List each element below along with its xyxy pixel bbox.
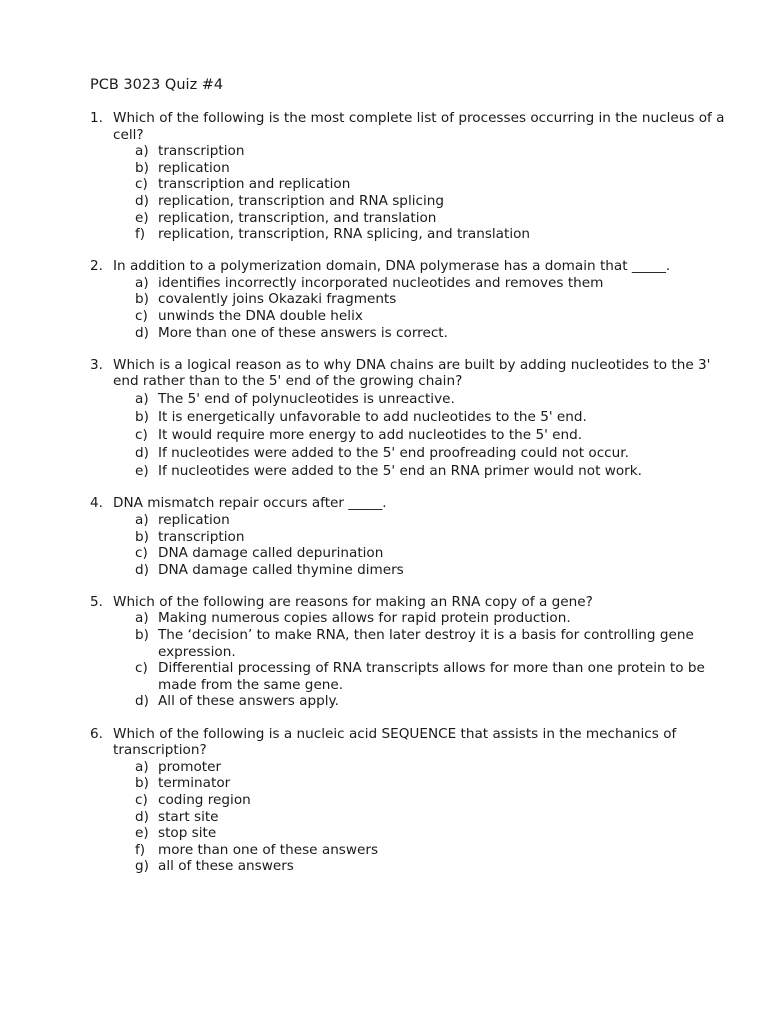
- option-text: promoter: [158, 758, 222, 775]
- option-letter: e): [135, 825, 149, 842]
- option-letter: a): [135, 758, 149, 775]
- answer-options: [90, 512, 730, 578]
- answer-option: [90, 545, 730, 562]
- question-text: Which of the following are reasons for making an RNA copy of a gene?: [113, 593, 593, 610]
- option-text: DNA damage called thymine dimers: [158, 561, 404, 578]
- answer-option: [90, 176, 730, 193]
- option-text: stop site: [158, 825, 217, 842]
- option-text: replication, transcription, RNA splicing, and translation: [158, 226, 531, 243]
- option-text: terminator: [158, 775, 231, 792]
- option-text: Making numerous copies allows for rapid protein production.: [158, 610, 571, 627]
- answer-options: [90, 390, 730, 480]
- answer-option: [90, 660, 730, 693]
- option-letter: b): [135, 159, 149, 176]
- option-letter: c): [135, 545, 148, 562]
- answer-option: [90, 426, 730, 444]
- option-letter: c): [135, 660, 148, 677]
- option-text: identifies incorrectly incorporated nucleotides and removes them: [158, 274, 604, 291]
- answer-option: [90, 291, 730, 308]
- question-text: Which of the following is the most complete list of processes occurring in the nucleus of a cell?: [113, 110, 725, 143]
- option-text: transcription: [158, 143, 245, 160]
- option-text: The 5' end of polynucleotides is unreactive.: [158, 390, 455, 407]
- option-letter: a): [135, 512, 149, 528]
- answer-option: [90, 792, 730, 809]
- answer-option: [90, 210, 730, 227]
- answer-option: [90, 143, 730, 160]
- option-letter: f): [135, 841, 146, 858]
- question-2: [90, 258, 730, 341]
- answer-option: [90, 759, 730, 776]
- question-6: [90, 726, 730, 875]
- answer-option: [90, 308, 730, 325]
- question-number: 5.: [90, 593, 103, 610]
- answer-options: [90, 275, 730, 341]
- answer-option: [90, 529, 730, 546]
- question-text: Which is a logical reason as to why DNA chains are built by adding nucleotides to the 3' end rather than to the 5' end of the growing chain?: [113, 356, 711, 390]
- option-text: all of these answers: [158, 858, 294, 875]
- option-text: More than one of these answers is correct.: [158, 324, 448, 341]
- option-text: It is energetically unfavorable to add nucleotides to the 5' end.: [158, 408, 587, 425]
- option-text: coding region: [158, 791, 251, 808]
- option-letter: f): [135, 226, 146, 243]
- answer-option: [90, 160, 730, 177]
- option-text: replication: [158, 512, 230, 528]
- option-text: Differential processing of RNA transcripts allows for more than one protein to be made from the same gene.: [158, 660, 705, 693]
- answer-option: [90, 562, 730, 579]
- answer-option: [90, 512, 730, 529]
- option-letter: a): [135, 390, 149, 407]
- answer-option: [90, 627, 730, 660]
- question-number: 4.: [90, 495, 103, 512]
- answer-option: [90, 825, 730, 842]
- option-letter: a): [135, 274, 149, 291]
- option-letter: b): [135, 291, 149, 308]
- question-text: DNA mismatch repair occurs after _____.: [113, 495, 387, 512]
- option-letter: d): [135, 561, 149, 578]
- option-letter: c): [135, 426, 148, 443]
- option-letter: a): [135, 610, 149, 627]
- option-letter: b): [135, 775, 149, 792]
- question-3: [90, 357, 730, 480]
- option-letter: g): [135, 858, 149, 875]
- question-5: [90, 594, 730, 710]
- option-text: replication, transcription, and translation: [158, 209, 437, 226]
- option-text: All of these answers apply.: [158, 693, 339, 710]
- answer-option: [90, 390, 730, 408]
- option-text: start site: [158, 808, 219, 825]
- answer-option: [90, 693, 730, 710]
- question-number: 3.: [90, 356, 103, 373]
- option-text: replication, transcription and RNA splicing: [158, 192, 444, 209]
- answer-option: [90, 444, 730, 462]
- option-text: DNA damage called depurination: [158, 545, 384, 562]
- answer-option: [90, 325, 730, 342]
- question-text: In addition to a polymerization domain, DNA polymerase has a domain that _____.: [113, 258, 671, 275]
- question-number: 2.: [90, 258, 103, 275]
- answer-options: [90, 143, 730, 243]
- question-number: 6.: [90, 725, 103, 742]
- option-letter: d): [135, 444, 149, 461]
- option-letter: e): [135, 209, 149, 226]
- answer-option: [90, 226, 730, 243]
- question-4: [90, 495, 730, 578]
- quiz-page: [90, 76, 730, 890]
- question-text: Which of the following is a nucleic acid SEQUENCE that assists in the mechanics of transcription?: [113, 725, 677, 759]
- question-1: [90, 110, 730, 243]
- option-text: If nucleotides were added to the 5' end proofreading could not occur.: [158, 444, 629, 461]
- answer-option: [90, 462, 730, 480]
- answer-options: [90, 610, 730, 710]
- option-letter: e): [135, 462, 149, 479]
- option-letter: c): [135, 308, 148, 325]
- option-text: transcription and replication: [158, 176, 351, 193]
- option-letter: d): [135, 808, 149, 825]
- option-letter: d): [135, 324, 149, 341]
- option-letter: c): [135, 176, 148, 193]
- answer-option: [90, 275, 730, 292]
- option-text: replication: [158, 159, 230, 176]
- option-letter: d): [135, 693, 149, 710]
- option-text: covalently joins Okazaki fragments: [158, 291, 397, 308]
- answer-option: [90, 858, 730, 875]
- question-number: 1.: [90, 110, 103, 126]
- option-text: If nucleotides were added to the 5' end an RNA primer would not work.: [158, 462, 642, 479]
- option-text: It would require more energy to add nucleotides to the 5' end.: [158, 426, 583, 443]
- document-title: PCB 3023 Quiz #4: [90, 77, 224, 93]
- answer-option: [90, 408, 730, 426]
- answer-option: [90, 610, 730, 627]
- option-text: unwinds the DNA double helix: [158, 308, 363, 325]
- option-letter: b): [135, 627, 149, 644]
- answer-option: [90, 842, 730, 859]
- option-text: more than one of these answers: [158, 841, 379, 858]
- option-letter: b): [135, 408, 149, 425]
- answer-option: [90, 809, 730, 826]
- answer-option: [90, 775, 730, 792]
- option-text: The ‘decision’ to make RNA, then later destroy it is a basis for controlling gene expression.: [158, 627, 694, 660]
- answer-option: [90, 193, 730, 210]
- option-letter: b): [135, 528, 149, 545]
- option-letter: c): [135, 791, 148, 808]
- option-letter: d): [135, 192, 149, 209]
- option-text: transcription: [158, 528, 245, 545]
- answer-options: [90, 759, 730, 875]
- option-letter: a): [135, 143, 149, 160]
